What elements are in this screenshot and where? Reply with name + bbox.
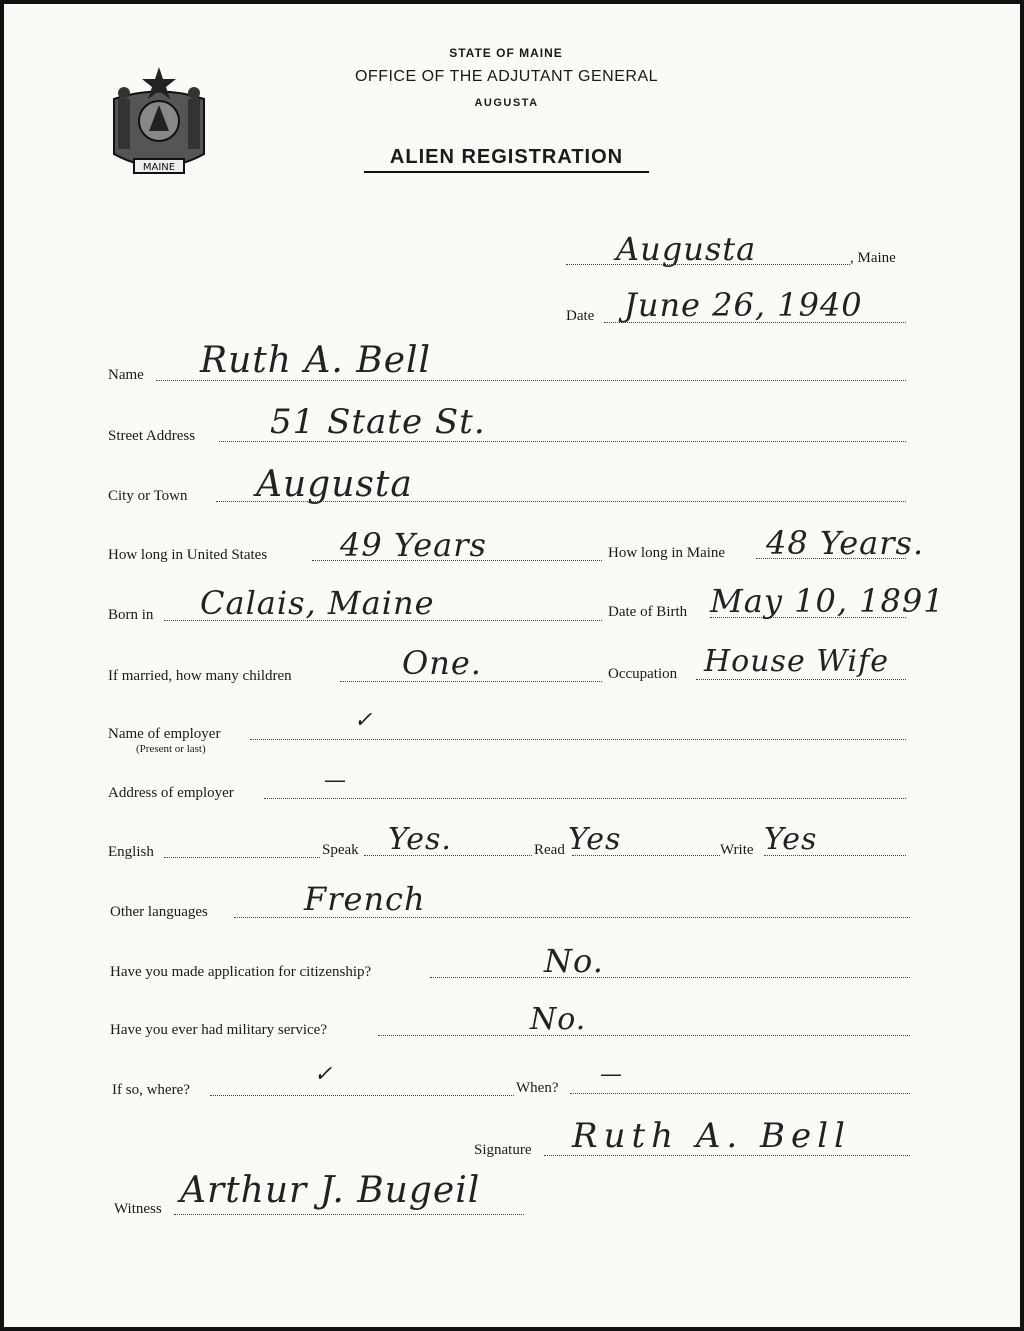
where-line: [210, 1095, 514, 1096]
svg-text:MAINE: MAINE: [142, 162, 176, 173]
other-languages-label: Other languages: [110, 904, 208, 920]
where-label: If so, where?: [112, 1082, 190, 1098]
employer-address-line: [264, 798, 906, 799]
employer-name-line: [250, 739, 906, 740]
military-value[interactable]: No.: [530, 1002, 587, 1037]
military-line: [378, 1035, 910, 1036]
where-value[interactable]: ✓: [314, 1062, 334, 1087]
when-label: When?: [516, 1080, 559, 1096]
citizenship-line: [430, 977, 910, 978]
when-value[interactable]: —: [600, 1062, 623, 1087]
speak-value[interactable]: Yes.: [388, 822, 452, 857]
header-office: OFFICE OF THE ADJUTANT GENERAL: [354, 68, 659, 85]
english-label: English: [108, 844, 154, 860]
signature-label: Signature: [474, 1142, 532, 1158]
employer-name-sublabel: (Present or last): [136, 743, 206, 755]
witness-value[interactable]: Arthur J. Bugeil: [180, 1170, 481, 1211]
military-label: Have you ever had military service?: [110, 1022, 327, 1038]
how-long-us-value[interactable]: 49 Years: [340, 526, 487, 564]
employer-name-value[interactable]: ✓: [354, 708, 374, 733]
born-in-value[interactable]: Calais, Maine: [200, 584, 435, 622]
occupation-value[interactable]: House Wife: [704, 644, 889, 679]
speak-label: Speak: [322, 842, 359, 858]
header-state: STATE OF MAINE: [449, 46, 563, 60]
employer-address-label: Address of employer: [108, 785, 234, 801]
citizenship-label: Have you made application for citizenship?: [110, 964, 372, 980]
other-languages-value[interactable]: French: [304, 880, 426, 918]
city-value[interactable]: Augusta: [256, 464, 413, 505]
occupation-label: Occupation: [608, 666, 678, 682]
when-line: [570, 1093, 910, 1094]
how-long-maine-value[interactable]: 48 Years.: [766, 524, 925, 562]
write-label: Write: [720, 842, 754, 858]
street-address-value[interactable]: 51 State St.: [270, 402, 486, 442]
born-in-label: Born in: [108, 607, 154, 623]
occupation-line: [696, 679, 906, 680]
how-long-maine-label: How long in Maine: [608, 545, 726, 561]
place-suffix: , Maine: [850, 250, 896, 266]
children-label: If married, how many children: [108, 668, 292, 684]
city-label: City or Town: [108, 488, 188, 504]
date-value[interactable]: June 26, 1940: [624, 286, 863, 324]
read-label: Read: [534, 842, 565, 858]
english-line: [164, 857, 320, 858]
witness-line: [174, 1214, 524, 1215]
children-value[interactable]: One.: [402, 644, 482, 682]
form-title: ALIEN REGISTRATION: [364, 146, 649, 173]
state-of-maine-seal-icon: [104, 59, 214, 184]
employer-address-value[interactable]: —: [324, 768, 347, 793]
place-value[interactable]: Augusta: [616, 230, 757, 268]
date-of-birth-value[interactable]: May 10, 1891: [710, 582, 945, 620]
date-of-birth-label: Date of Birth: [608, 604, 688, 620]
write-value[interactable]: Yes: [764, 822, 818, 857]
name-value[interactable]: Ruth A. Bell: [200, 340, 432, 381]
date-label: Date: [566, 308, 595, 324]
signature-value[interactable]: Ruth A. Bell: [572, 1116, 851, 1156]
street-address-label: Street Address: [108, 428, 196, 444]
employer-name-label: Name of employer: [108, 726, 221, 742]
how-long-us-label: How long in United States: [108, 547, 268, 563]
header-city: AUGUSTA: [474, 97, 539, 109]
citizenship-value[interactable]: No.: [544, 942, 604, 980]
name-label: Name: [108, 367, 144, 383]
read-value[interactable]: Yes: [568, 822, 622, 857]
witness-label: Witness: [114, 1201, 162, 1217]
